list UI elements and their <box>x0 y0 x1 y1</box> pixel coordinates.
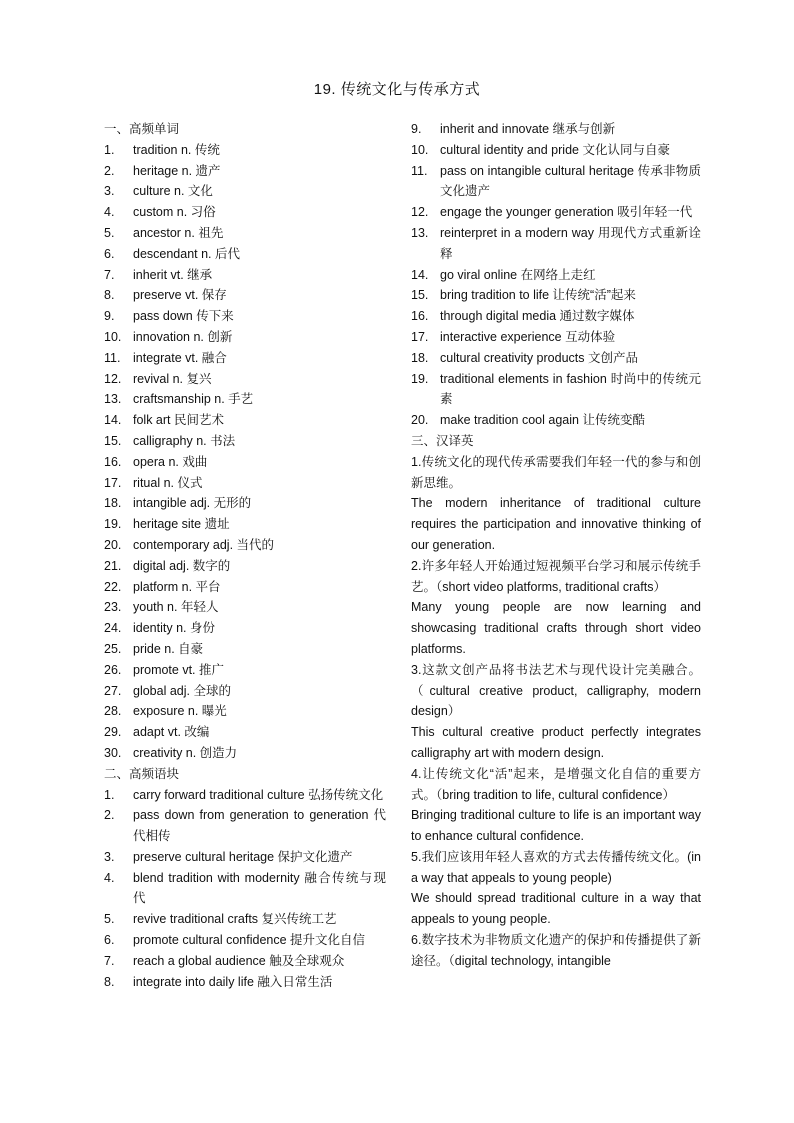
item-text: preserve vt. 保存 <box>133 288 227 303</box>
translation-prompt: 1.传统文化的现代传承需要我们年轻一代的参与和创新思维。 <box>411 454 701 490</box>
phrase-item <box>104 805 386 847</box>
item-number: 4. <box>104 205 115 220</box>
item-text: bring tradition to life 让传统“活”起来 <box>440 288 636 303</box>
item-text: youth n. 年轻人 <box>133 600 219 615</box>
vocab-item <box>104 514 386 535</box>
item-number: 19. <box>411 371 429 386</box>
phrase-item <box>104 909 386 930</box>
translation-answer: Many young people are now learning and showcasing traditional crafts through short video platforms. <box>411 600 701 656</box>
item-text: heritage site 遗址 <box>133 517 230 532</box>
phrase-item <box>411 161 701 203</box>
item-text: revival n. 复兴 <box>133 371 212 386</box>
phrase-item <box>104 930 386 951</box>
item-text: engage the younger generation 吸引年轻一代 <box>440 205 693 220</box>
phrase-item <box>411 223 701 265</box>
item-number: 16. <box>104 454 122 469</box>
item-text: go viral online 在网络上走红 <box>440 267 596 282</box>
item-number: 1. <box>104 142 115 157</box>
phrase-item <box>104 951 386 972</box>
item-number: 20. <box>411 413 429 428</box>
vocab-item <box>104 348 386 369</box>
item-text: revive traditional crafts 复兴传统工艺 <box>133 912 337 927</box>
phrase-item <box>104 847 386 868</box>
item-text: inherit and innovate 继承与创新 <box>440 122 616 136</box>
item-text: culture n. 文化 <box>133 184 213 199</box>
item-text: calligraphy n. 书法 <box>133 433 236 448</box>
phrase-item <box>411 285 701 306</box>
page-title: 19. 传统文化与传承方式 <box>313 81 481 98</box>
vocab-item <box>104 285 386 306</box>
phrase-item <box>411 348 701 369</box>
item-number: 3. <box>104 184 115 199</box>
item-text: global adj. 全球的 <box>133 683 231 698</box>
item-number: 2. <box>104 808 115 823</box>
vocab-item <box>104 639 386 660</box>
item-number: 6. <box>104 933 115 948</box>
item-text: through digital media 通过数字媒体 <box>440 309 635 324</box>
vocab-item <box>104 223 386 244</box>
item-number: 22. <box>104 579 122 594</box>
item-text: exposure n. 曝光 <box>133 704 227 719</box>
item-text: traditional elements in fashion 时尚中的传统元素 <box>440 371 701 407</box>
translation-prompt: 2.许多年轻人开始通过短视频平台学习和展示传统手艺。（short video platforms, traditional crafts） <box>411 558 701 594</box>
item-number: 15. <box>411 288 429 303</box>
item-text: blend tradition with modernity 融合传统与现代 <box>133 870 386 906</box>
item-number: 10. <box>104 329 122 344</box>
item-number: 5. <box>104 912 115 927</box>
vocab-item <box>104 140 386 161</box>
vocab-item <box>104 743 386 764</box>
vocab-item <box>104 161 386 182</box>
vocab-item <box>104 410 386 431</box>
item-number: 9. <box>411 122 422 136</box>
item-number: 13. <box>104 392 122 407</box>
phrase-item <box>411 369 701 411</box>
phrase-item <box>104 972 386 993</box>
item-text: interactive experience 互动体验 <box>440 329 616 344</box>
item-text: promote cultural confidence 提升文化自信 <box>133 933 366 948</box>
vocab-item <box>104 681 386 702</box>
phrase-item <box>104 868 386 910</box>
phrase-item <box>104 785 386 806</box>
item-text: digital adj. 数字的 <box>133 558 231 573</box>
translation-prompt: 6.数字技术为非物质文化遗产的保护和传播提供了新途径。（digital technology, intangible <box>411 933 701 968</box>
vocab-item <box>104 535 386 556</box>
item-text: cultural creativity products 文创产品 <box>440 350 638 365</box>
section-heading-vocabulary: 一、高频单词 <box>104 122 180 136</box>
item-text: inherit vt. 继承 <box>133 267 213 282</box>
right-column <box>411 119 701 972</box>
item-number: 16. <box>411 309 429 324</box>
item-number: 19. <box>104 517 122 532</box>
item-text: craftsmanship n. 手艺 <box>133 392 254 407</box>
phrase-item <box>411 202 701 223</box>
item-number: 3. <box>104 849 115 864</box>
item-number: 14. <box>104 413 122 428</box>
item-text: folk art 民间艺术 <box>133 413 224 428</box>
vocab-item <box>104 493 386 514</box>
item-text: innovation n. 创新 <box>133 329 233 344</box>
item-number: 11. <box>104 350 121 365</box>
vocab-item <box>104 202 386 223</box>
vocab-item <box>104 597 386 618</box>
item-number: 13. <box>411 225 429 240</box>
item-number: 21. <box>104 558 122 573</box>
item-text: identity n. 身份 <box>133 621 215 636</box>
item-text: ancestor n. 祖先 <box>133 225 224 240</box>
item-number: 20. <box>104 537 122 552</box>
translation-prompt: 4.让传统文化“活”起来，是增强文化自信的重要方式。（bring tradition to life, cultural confidence） <box>411 766 701 802</box>
item-number: 26. <box>104 662 122 677</box>
item-text: custom n. 习俗 <box>133 205 216 220</box>
translation-prompt: 5.我们应该用年轻人喜欢的方式去传播传统文化。(in a way that appeals to young people) <box>411 849 701 885</box>
phrase-item <box>411 306 701 327</box>
phrase-item <box>411 410 701 431</box>
phrase-item <box>411 327 701 348</box>
item-text: opera n. 戏曲 <box>133 454 208 469</box>
item-text: cultural identity and pride 文化认同与自豪 <box>440 142 670 157</box>
item-number: 7. <box>104 267 115 282</box>
item-number: 2. <box>104 163 115 178</box>
item-text: carry forward traditional culture 弘扬传统文化 <box>133 787 384 802</box>
section-heading-phrases: 二、高频语块 <box>104 766 180 781</box>
item-text: pass down 传下来 <box>133 309 234 324</box>
item-text: preserve cultural heritage 保护文化遗产 <box>133 849 353 864</box>
item-number: 4. <box>104 870 115 885</box>
phrase-item <box>411 119 701 140</box>
translation-answer: Bringing traditional culture to life is an important way to enhance cultural confidence. <box>411 808 701 844</box>
vocab-item <box>104 327 386 348</box>
item-number: 5. <box>104 225 115 240</box>
item-text: reinterpret in a modern way 用现代方式重新诠释 <box>440 225 701 261</box>
item-text: platform n. 平台 <box>133 579 221 594</box>
item-number: 14. <box>411 267 429 282</box>
item-number: 12. <box>104 371 122 386</box>
vocab-item <box>104 473 386 494</box>
vocab-item <box>104 431 386 452</box>
item-text: heritage n. 遗产 <box>133 163 221 178</box>
item-text: tradition n. 传统 <box>133 142 220 157</box>
item-text: integrate into daily life 融入日常生活 <box>133 974 333 989</box>
vocab-item <box>104 244 386 265</box>
item-text: descendant n. 后代 <box>133 246 241 261</box>
vocab-item <box>104 556 386 577</box>
translation-answer: We should spread traditional culture in a way that appeals to young people. <box>411 891 701 927</box>
item-number: 27. <box>104 683 122 698</box>
translation-prompt: 3.这款文创产品将书法艺术与现代设计完美融合。（cultural creative product, calligraphy, modern design） <box>411 662 701 719</box>
vocab-item <box>104 389 386 410</box>
item-number: 18. <box>411 350 429 365</box>
translation-answer: The modern inheritance of traditional culture requires the participation and innovative thinking of our generation. <box>411 496 701 552</box>
item-number: 24. <box>104 621 122 636</box>
vocab-item <box>104 369 386 390</box>
item-number: 10. <box>411 142 429 157</box>
item-text: promote vt. 推广 <box>133 662 224 677</box>
item-text: make tradition cool again 让传统变酷 <box>440 413 645 428</box>
item-text: creativity n. 创造力 <box>133 745 238 760</box>
item-text: pass on intangible cultural heritage 传承非物质文化遗产 <box>440 163 701 199</box>
item-text: intangible adj. 无形的 <box>133 496 252 511</box>
item-text: integrate vt. 融合 <box>133 350 227 365</box>
item-text: pride n. 自豪 <box>133 641 204 656</box>
vocab-item <box>104 181 386 202</box>
item-number: 28. <box>104 704 122 719</box>
item-text: adapt vt. 改编 <box>133 725 210 740</box>
item-number: 17. <box>411 329 429 344</box>
item-number: 18. <box>104 496 122 511</box>
item-number: 29. <box>104 725 122 740</box>
item-number: 23. <box>104 600 122 615</box>
item-text: ritual n. 仪式 <box>133 475 203 490</box>
vocab-item <box>104 722 386 743</box>
item-text: pass down from generation to generation 代代相传 <box>133 808 386 844</box>
vocab-item <box>104 660 386 681</box>
vocab-item <box>104 701 386 722</box>
item-number: 7. <box>104 953 115 968</box>
item-number: 6. <box>104 246 115 261</box>
item-number: 1. <box>104 787 115 802</box>
phrase-item <box>411 140 701 161</box>
item-number: 25. <box>104 641 122 656</box>
item-number: 11. <box>411 163 428 178</box>
item-text: reach a global audience 触及全球观众 <box>133 953 345 968</box>
left-column <box>104 119 386 992</box>
item-number: 9. <box>104 309 115 324</box>
vocab-item <box>104 265 386 286</box>
section-heading-translation: 三、汉译英 <box>411 433 474 448</box>
item-text: contemporary adj. 当代的 <box>133 537 275 552</box>
item-number: 8. <box>104 974 115 989</box>
translation-answer: This cultural creative product perfectly integrates calligraphy art with modern design. <box>411 725 701 760</box>
item-number: 17. <box>104 475 122 490</box>
item-number: 12. <box>411 205 429 220</box>
phrase-item <box>411 265 701 286</box>
vocab-item <box>104 306 386 327</box>
vocab-item <box>104 577 386 598</box>
vocab-item <box>104 452 386 473</box>
vocab-item <box>104 618 386 639</box>
item-number: 8. <box>104 288 115 303</box>
item-number: 15. <box>104 433 122 448</box>
item-number: 30. <box>104 745 122 760</box>
